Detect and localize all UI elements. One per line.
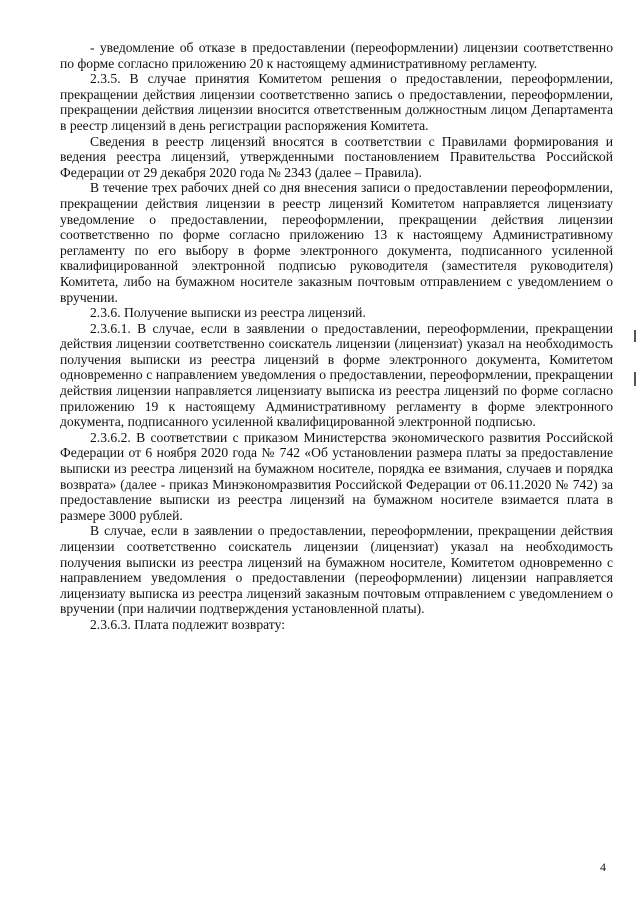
paragraph-paper-extract: В случае, если в заявлении о предоставлении, переоформлении, прекращении действия лицензии соответственно соискатель лицензии (лицензиат) указал на необходимость получения выписки из реестра лицензий на бумажном носителе, Комитетом одновременно с направлением уведомления о предоставлении (переоформлении) лицензии направляется лицензиату выписка из реестра лицензий заказным почтовым отправлением с уведомлением о вручении (при наличии подтверждения установленной платы).	[60, 523, 613, 617]
paragraph-2-3-6: 2.3.6. Получение выписки из реестра лицензий.	[90, 305, 366, 321]
page-number: 4	[600, 860, 606, 874]
paragraph-notice-refusal: - уведомление об отказе в предоставлении (переоформлении) лицензии соответственно по форме согласно приложению 20 к настоящему административному регламенту.	[60, 40, 613, 71]
document-page	[60, 40, 613, 633]
paragraph-registry-rules: Сведения в реестр лицензий вносятся в соответствии с Правилами формирования и ведения реестра лицензий, утвержденными постановлением Правительства Российской Федерации от 29 декабря 2020 года № 2343 (далее – Правила).	[60, 133, 613, 180]
scan-edge-mark	[634, 372, 636, 386]
paragraph-2-3-6-2: 2.3.6.2. В соответствии с приказом Министерства экономического развития Российской Федерации от 6 ноября 2020 года № 742 «Об установлении размера платы за предоставление выписки из реестра лицензий на бумажном носителе, порядка ее взимания, случаев и порядка возврата» (далее - приказ Минэкономразвития Российской Федерации от 06.11.2020 № 742) за предоставление выписки из реестра лицензий на бумажном носителе взимается плата в размере 3000 рублей.	[60, 429, 613, 523]
scan-edge-mark	[634, 330, 636, 342]
paragraph-three-days: В течение трех рабочих дней со дня внесения записи о предоставлении переоформлении, прекращении действия лицензии в реестр лицензий Комитетом направляется лицензиату уведомление о предоставлении, переоформлении, прекращении действия лицензии соответственно по форме согласно приложению 13 к настоящему Административному регламенту по его выбору в форме электронного документа, подписанного усиленной квалифицированной электронной подписью руководителя (заместителя руководителя) Комитета, либо на бумажном носителе заказным почтовым отправлением с уведомлением о вручении.	[60, 180, 613, 305]
paragraph-2-3-5: 2.3.5. В случае принятия Комитетом решения о предоставлении, переоформлении, прекращении действия лицензии соответственно запись о предоставлении, переоформлении, прекращении действия лицензии вносится ответственным должностным лицом Департамента в реестр лицензий в день регистрации распоряжения Комитета.	[60, 71, 613, 133]
paragraph-2-3-6-3: 2.3.6.3. Плата подлежит возврату:	[90, 616, 285, 632]
paragraph-2-3-6-1: 2.3.6.1. В случае, если в заявлении о предоставлении, переоформлении, прекращении действия лицензии соответственно соискатель лицензии (лицензиат) указал на необходимость получения выписки из реестра лицензий в форме электронного документа, Комитетом одновременно с направлением уведомления о предоставлении, переоформлении, прекращении действия лицензии направляется лицензиату выписка из реестра лицензий по форме согласно приложению 19 к настоящему Административному регламенту в форме электронного документа, подписанного усиленной квалифицированной электронной подписью.	[60, 320, 613, 430]
